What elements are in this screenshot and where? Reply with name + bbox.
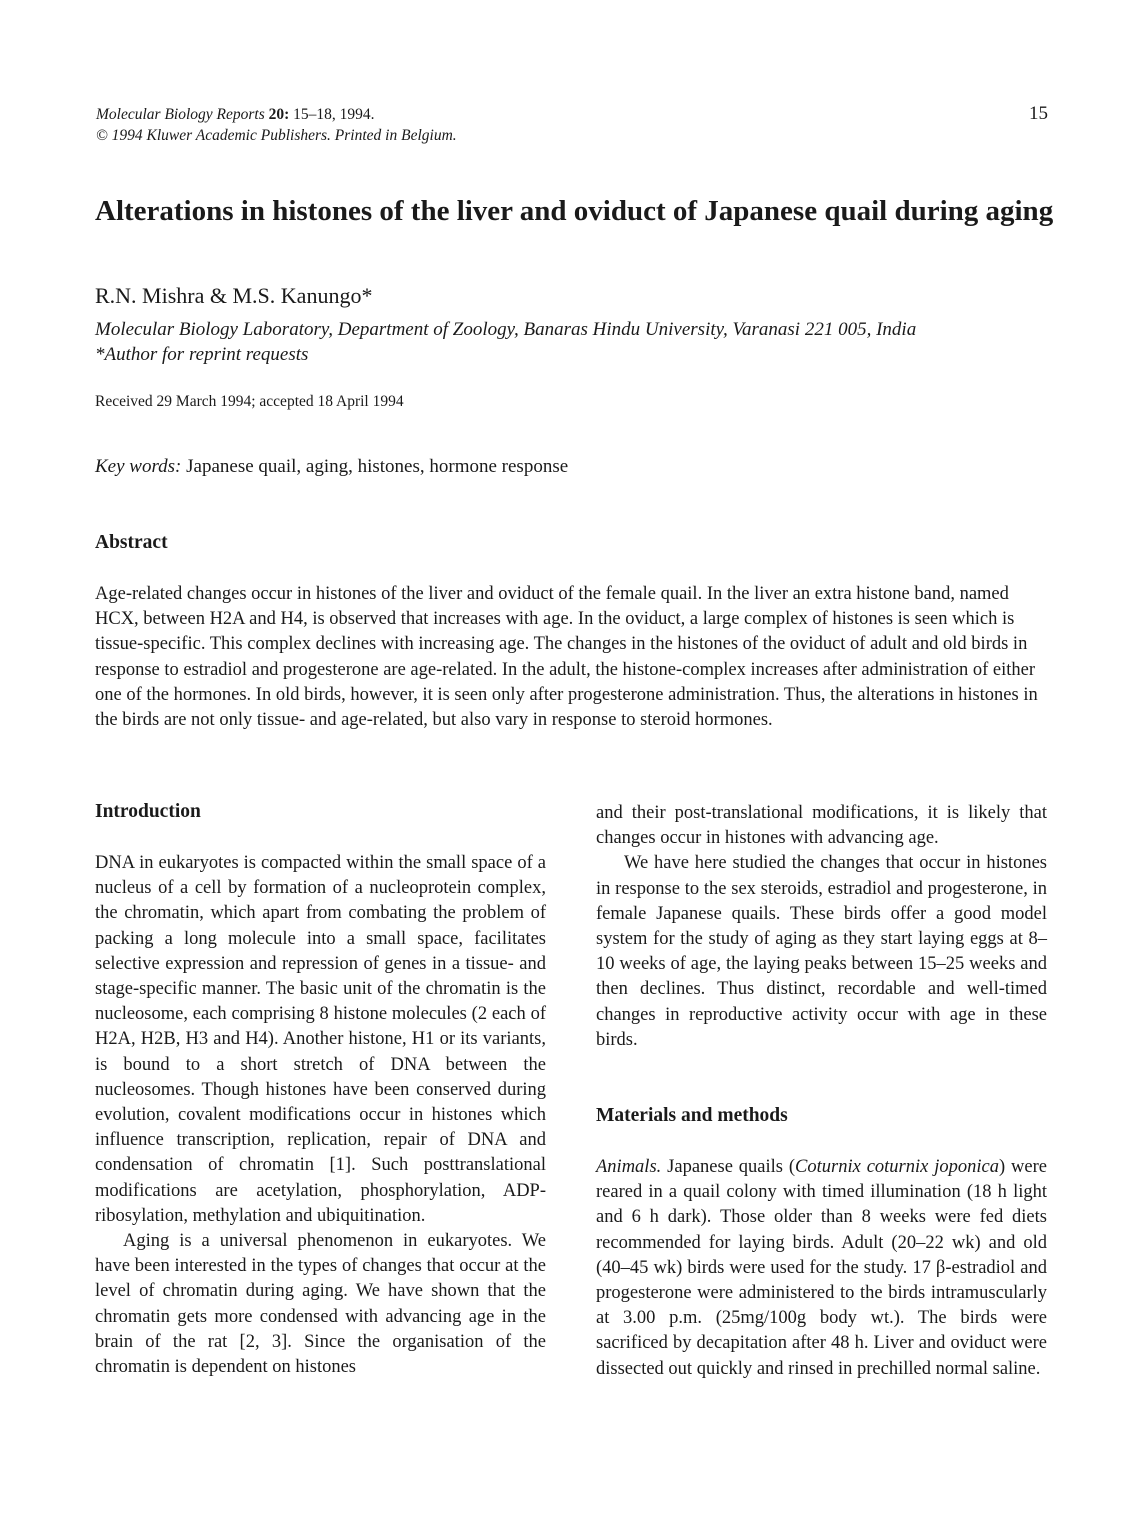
journal-pages-year: 15–18, 1994. [293, 106, 375, 123]
right-column-top [596, 801, 1047, 1053]
introduction-heading: Introduction [95, 801, 201, 822]
intro-paragraph-3: We have here studied the changes that occur in histones in response to the sex steroids, estradiol and progesterone, in female Japanese quails. These birds offer a good model system for the study of aging as they start laying eggs at 8–10 weeks of age, the laying peaks between 15–25 weeks and then declines. Thus distinct, recordable and well-timed changes in reproductive activity occur with age in these birds. [596, 853, 1047, 1050]
keywords-label: Key words: [95, 456, 182, 477]
journal-header [96, 104, 457, 146]
animals-text-2: ) were reared in a quail colony with timed illumination (18 h light and 6 h dark). Those older than 8 weeks were fed diets recommended for laying birds. Adult (20–22 wk) and old (40–45 wk) birds were used for the study. 17 β-estradiol and progesterone were administered to the birds intramuscularly at 3.00 p.m. (25mg/100g body wt.). The birds were sacrificed by decapitation after 48 h. Liver and oviduct were dissected out quickly and rinsed in prechilled normal saline. [596, 1157, 1047, 1379]
affiliation-block [95, 317, 1055, 367]
abstract-heading: Abstract [95, 532, 168, 553]
animals-paragraph [596, 1155, 1047, 1382]
reprint-note: *Author for reprint requests [95, 344, 309, 365]
methods-heading: Materials and methods [596, 1105, 788, 1126]
species-name: Coturnix coturnix joponica [795, 1157, 999, 1177]
methods-animals [596, 1155, 1047, 1382]
intro-paragraph-2-continued: and their post-translational modifications, it is likely that changes occur in histones with advancing age. [596, 803, 1047, 849]
page-number: 15 [1029, 103, 1048, 124]
abstract-text: Age-related changes occur in histones of the liver and oviduct of the female quail. In the liver an extra histone band, named HCX, between H2A and H4, is observed that increases with age. In the oviduct, a large complex of histones is seen which is tissue-specific. This complex declines with increasing age. The changes in the histones of the oviduct of adult and old birds in response to estradiol and progesterone are age-related. In the adult, the histone-complex increases after administration of either one of the hormones. In old birds, however, it is seen only after progesterone administration. Thus, the alterations in histones in the birds are not only tissue- and age-related, but also vary in response to steroid hormones. [95, 584, 1038, 731]
journal-name: Molecular Biology Reports [96, 106, 265, 123]
author-list: R.N. Mishra & M.S. Kanungo* [95, 283, 373, 308]
keywords-text: Japanese quail, aging, histones, hormone response [186, 456, 569, 477]
animals-text-1: Japanese quails ( [667, 1157, 796, 1177]
intro-paragraph-2: Aging is a universal phenomenon in eukaryotes. We have been interested in the types of changes that occur at the level of chromatin during aging. We have shown that the chromatin gets more condensed with advancing age in the brain of the rat [2, 3]. Since the organisation of the chromatin is dependent on histones [95, 1231, 546, 1378]
animals-label: Animals. [596, 1157, 662, 1177]
left-column [95, 851, 546, 1380]
intro-paragraph-1: DNA in eukaryotes is compacted within the small space of a nucleus of a cell by formation of a nucleoprotein complex, the chromatin, which apart from combating the problem of packing a long molecule into a small space, facilitates selective expression and repression of genes in a tissue- and stage-specific manner. The basic unit of the chromatin is the nucleosome, each comprising 8 histone molecules (2 each of H2A, H2B, H3 and H4). Another histone, H1 or its variants, is bound to a short stretch of DNA between the nucleosomes. Though histones have been conserved during evolution, covalent modifications occur in histones which influence transcription, replication, repair of DNA and condensation of chromatin [1]. Such posttranslational modifications are acetylation, phosphorylation, ADP-ribosylation, methylation and ubiquitination. [95, 853, 546, 1226]
journal-citation [96, 104, 457, 125]
affiliation: Molecular Biology Laboratory, Department of Zoology, Banaras Hindu University, Varanasi 221 005, India [95, 319, 917, 340]
article-title: Alterations in histones of the liver and oviduct of Japanese quail during aging [95, 195, 1054, 227]
received-dates: Received 29 March 1994; accepted 18 April 1994 [95, 393, 404, 410]
journal-volume: 20: [268, 106, 290, 123]
copyright-line: © 1994 Kluwer Academic Publishers. Printed in Belgium. [96, 127, 457, 144]
keywords [95, 456, 568, 478]
